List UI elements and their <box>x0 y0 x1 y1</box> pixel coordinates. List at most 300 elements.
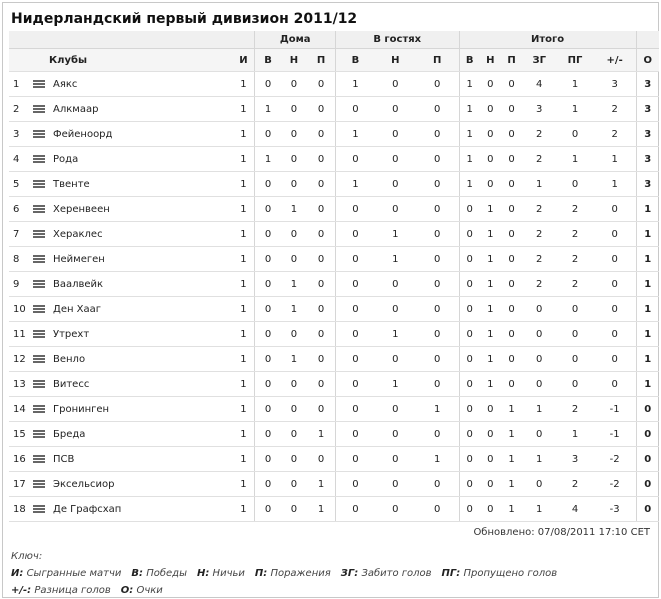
row-ad: 0 <box>375 147 416 172</box>
row-pts: 3 <box>636 172 659 197</box>
row-gd: 0 <box>594 197 636 222</box>
row-gd: 1 <box>594 172 636 197</box>
row-al: 0 <box>416 272 459 297</box>
row-tw: 1 <box>459 172 480 197</box>
row-club[interactable]: Фейеноорд <box>49 122 232 147</box>
row-hw: 0 <box>255 122 281 147</box>
row-gf: 0 <box>522 422 556 447</box>
row-tw: 0 <box>459 397 480 422</box>
legend-text: Сыгранные матчи <box>26 568 122 579</box>
row-td: 0 <box>480 147 501 172</box>
row-aw: 1 <box>335 172 375 197</box>
row-td: 1 <box>480 272 501 297</box>
row-position: 1 <box>9 72 33 97</box>
row-tw: 0 <box>459 197 480 222</box>
row-hl: 0 <box>307 97 335 122</box>
row-ad: 0 <box>375 97 416 122</box>
row-aw: 0 <box>335 247 375 272</box>
row-position: 6 <box>9 197 33 222</box>
table-row <box>9 372 659 397</box>
row-aw: 0 <box>335 472 375 497</box>
row-td: 1 <box>480 222 501 247</box>
row-position: 17 <box>9 472 33 497</box>
row-gd: -1 <box>594 397 636 422</box>
table-row <box>9 347 659 372</box>
header-total-w: В <box>459 49 480 72</box>
row-hl: 0 <box>307 372 335 397</box>
menu-lines-icon[interactable] <box>33 397 49 422</box>
row-position: 18 <box>9 497 33 522</box>
row-gd: 2 <box>594 122 636 147</box>
header-home: Дома <box>255 31 335 49</box>
row-al: 0 <box>416 297 459 322</box>
row-aw: 0 <box>335 497 375 522</box>
header-away-w: В <box>335 49 375 72</box>
standings-panel <box>2 2 659 598</box>
table-row <box>9 222 659 247</box>
row-club[interactable]: Де Графсхап <box>49 497 232 522</box>
row-pts: 0 <box>636 497 659 522</box>
row-gf: 2 <box>522 272 556 297</box>
row-tw: 0 <box>459 322 480 347</box>
row-gd: -3 <box>594 497 636 522</box>
row-ga: 2 <box>556 197 593 222</box>
row-gf: 0 <box>522 347 556 372</box>
row-pts: 1 <box>636 372 659 397</box>
row-club[interactable]: Хераклес <box>49 222 232 247</box>
header-away-l: П <box>416 49 459 72</box>
row-ad: 0 <box>375 497 416 522</box>
row-tl: 0 <box>501 72 522 97</box>
table-row <box>9 147 659 172</box>
row-td: 1 <box>480 322 501 347</box>
header-group-row <box>9 31 659 49</box>
row-td: 1 <box>480 247 501 272</box>
row-ga: 2 <box>556 472 593 497</box>
row-tw: 0 <box>459 297 480 322</box>
row-played: 1 <box>232 472 255 497</box>
row-tw: 0 <box>459 272 480 297</box>
legend-title: Ключ: <box>11 551 43 562</box>
row-club[interactable]: Твенте <box>49 172 232 197</box>
row-played: 1 <box>232 497 255 522</box>
row-played: 1 <box>232 197 255 222</box>
row-played: 1 <box>232 172 255 197</box>
menu-lines-icon[interactable] <box>33 222 49 247</box>
row-td: 0 <box>480 497 501 522</box>
row-ga: 4 <box>556 497 593 522</box>
legend-item <box>121 582 163 599</box>
row-club[interactable]: Утрехт <box>49 322 232 347</box>
row-pts: 1 <box>636 247 659 272</box>
row-played: 1 <box>232 97 255 122</box>
legend <box>11 548 651 599</box>
row-hl: 0 <box>307 297 335 322</box>
row-al: 0 <box>416 372 459 397</box>
row-hl: 0 <box>307 347 335 372</box>
row-position: 10 <box>9 297 33 322</box>
header-total-d: Н <box>480 49 501 72</box>
row-ad: 0 <box>375 297 416 322</box>
row-hl: 0 <box>307 122 335 147</box>
row-aw: 0 <box>335 272 375 297</box>
row-tl: 0 <box>501 372 522 397</box>
header-home-w: В <box>255 49 281 72</box>
row-hw: 1 <box>255 147 281 172</box>
row-ga: 0 <box>556 172 593 197</box>
row-club[interactable]: ПСВ <box>49 447 232 472</box>
row-position: 13 <box>9 372 33 397</box>
row-pts: 1 <box>636 222 659 247</box>
row-ga: 1 <box>556 97 593 122</box>
row-tl: 1 <box>501 422 522 447</box>
row-ga: 1 <box>556 147 593 172</box>
legend-text: Ничьи <box>212 568 245 579</box>
row-club[interactable]: Эксельсиор <box>49 472 232 497</box>
row-al: 1 <box>416 447 459 472</box>
row-tw: 1 <box>459 147 480 172</box>
row-aw: 0 <box>335 147 375 172</box>
row-tl: 1 <box>501 497 522 522</box>
row-hw: 0 <box>255 222 281 247</box>
table-row <box>9 497 659 522</box>
row-tl: 1 <box>501 397 522 422</box>
row-pts: 0 <box>636 422 659 447</box>
row-aw: 0 <box>335 397 375 422</box>
row-al: 0 <box>416 422 459 447</box>
row-hw: 0 <box>255 197 281 222</box>
row-al: 0 <box>416 122 459 147</box>
row-club[interactable]: Венло <box>49 347 232 372</box>
row-hl: 0 <box>307 272 335 297</box>
row-tw: 1 <box>459 97 480 122</box>
row-gf: 3 <box>522 97 556 122</box>
row-hl: 0 <box>307 247 335 272</box>
row-gf: 2 <box>522 197 556 222</box>
row-pts: 1 <box>636 322 659 347</box>
menu-lines-icon[interactable] <box>33 97 49 122</box>
row-tl: 0 <box>501 272 522 297</box>
row-td: 1 <box>480 197 501 222</box>
row-gf: 4 <box>522 72 556 97</box>
row-club[interactable]: Ваалвейк <box>49 272 232 297</box>
legend-key: О: <box>120 585 134 596</box>
table-row <box>9 247 659 272</box>
row-hl: 0 <box>307 72 335 97</box>
row-position: 16 <box>9 447 33 472</box>
row-pts: 0 <box>636 447 659 472</box>
row-aw: 0 <box>335 372 375 397</box>
row-position: 14 <box>9 397 33 422</box>
row-ga: 0 <box>556 347 593 372</box>
legend-text: Победы <box>146 568 187 579</box>
row-position: 3 <box>9 122 33 147</box>
table-row <box>9 272 659 297</box>
menu-lines-icon[interactable] <box>33 447 49 472</box>
row-hd: 0 <box>281 122 308 147</box>
row-gd: 2 <box>594 97 636 122</box>
row-hw: 0 <box>255 472 281 497</box>
menu-lines-icon[interactable] <box>33 422 49 447</box>
row-hl: 0 <box>307 322 335 347</box>
legend-key: В: <box>131 568 144 579</box>
row-gd: 0 <box>594 247 636 272</box>
menu-lines-icon[interactable] <box>33 147 49 172</box>
row-played: 1 <box>232 272 255 297</box>
row-hl: 1 <box>307 422 335 447</box>
row-hd: 0 <box>281 97 308 122</box>
legend-key: +/-: <box>11 585 32 596</box>
row-ga: 2 <box>556 222 593 247</box>
row-hw: 0 <box>255 447 281 472</box>
row-hw: 0 <box>255 272 281 297</box>
menu-lines-icon[interactable] <box>33 247 49 272</box>
header-away: В гостях <box>335 31 459 49</box>
row-hw: 0 <box>255 397 281 422</box>
legend-text: Забито голов <box>361 568 432 579</box>
row-al: 0 <box>416 72 459 97</box>
row-ad: 0 <box>375 197 416 222</box>
row-ga: 0 <box>556 372 593 397</box>
row-hl: 0 <box>307 397 335 422</box>
table-row <box>9 297 659 322</box>
row-hd: 0 <box>281 397 308 422</box>
legend-key: И: <box>11 568 24 579</box>
row-al: 0 <box>416 172 459 197</box>
row-gf: 0 <box>522 372 556 397</box>
legend-key: П: <box>254 568 268 579</box>
table-row <box>9 122 659 147</box>
row-tl: 0 <box>501 147 522 172</box>
row-gf: 0 <box>522 297 556 322</box>
row-al: 0 <box>416 322 459 347</box>
row-tw: 1 <box>459 72 480 97</box>
row-tw: 0 <box>459 347 480 372</box>
row-ga: 0 <box>556 297 593 322</box>
row-ad: 0 <box>375 347 416 372</box>
row-hd: 0 <box>281 372 308 397</box>
updated-timestamp: Обновлено: 07/08/2011 17:10 CET <box>473 527 650 538</box>
row-gd: 0 <box>594 347 636 372</box>
row-gd: -1 <box>594 422 636 447</box>
row-hd: 1 <box>281 272 308 297</box>
row-pts: 3 <box>636 72 659 97</box>
table-row <box>9 172 659 197</box>
row-gd: 0 <box>594 222 636 247</box>
row-al: 0 <box>416 222 459 247</box>
row-ga: 3 <box>556 447 593 472</box>
header-pts-blank <box>636 31 659 49</box>
row-hl: 1 <box>307 497 335 522</box>
menu-lines-icon[interactable] <box>33 272 49 297</box>
row-pts: 1 <box>636 297 659 322</box>
row-gd: 1 <box>594 147 636 172</box>
row-gd: -2 <box>594 447 636 472</box>
header-pts: О <box>636 49 659 72</box>
header-clubs: Клубы <box>9 49 232 72</box>
row-played: 1 <box>232 222 255 247</box>
row-gf: 1 <box>522 447 556 472</box>
legend-item <box>197 565 245 582</box>
row-ga: 1 <box>556 72 593 97</box>
row-played: 1 <box>232 147 255 172</box>
row-tl: 0 <box>501 97 522 122</box>
legend-item <box>341 565 432 582</box>
legend-item <box>11 565 121 582</box>
row-al: 1 <box>416 397 459 422</box>
row-hl: 0 <box>307 197 335 222</box>
row-tw: 0 <box>459 497 480 522</box>
row-hw: 0 <box>255 347 281 372</box>
standings-table <box>9 31 659 522</box>
row-played: 1 <box>232 447 255 472</box>
row-ga: 1 <box>556 422 593 447</box>
row-ad: 1 <box>375 222 416 247</box>
row-club[interactable]: Алкмаар <box>49 97 232 122</box>
row-al: 0 <box>416 147 459 172</box>
row-club[interactable]: Херенвеен <box>49 197 232 222</box>
row-hd: 0 <box>281 72 308 97</box>
row-tl: 0 <box>501 247 522 272</box>
row-hl: 1 <box>307 472 335 497</box>
row-position: 8 <box>9 247 33 272</box>
row-tl: 0 <box>501 122 522 147</box>
menu-lines-icon[interactable] <box>33 72 49 97</box>
row-hw: 0 <box>255 247 281 272</box>
row-ga: 0 <box>556 322 593 347</box>
table-row <box>9 197 659 222</box>
row-club[interactable]: Витесс <box>49 372 232 397</box>
row-td: 0 <box>480 422 501 447</box>
row-td: 0 <box>480 97 501 122</box>
row-ad: 1 <box>375 372 416 397</box>
row-hd: 0 <box>281 147 308 172</box>
row-aw: 0 <box>335 222 375 247</box>
row-aw: 1 <box>335 122 375 147</box>
row-hw: 0 <box>255 422 281 447</box>
header-gd: +/- <box>594 49 636 72</box>
row-al: 0 <box>416 497 459 522</box>
legend-key: Н: <box>196 568 210 579</box>
menu-lines-icon[interactable] <box>33 197 49 222</box>
row-hd: 0 <box>281 222 308 247</box>
header-home-l: П <box>307 49 335 72</box>
row-played: 1 <box>232 322 255 347</box>
row-pts: 1 <box>636 347 659 372</box>
table-row <box>9 422 659 447</box>
row-tw: 0 <box>459 422 480 447</box>
row-club[interactable]: Ден Хааг <box>49 297 232 322</box>
row-td: 0 <box>480 472 501 497</box>
row-gd: 0 <box>594 272 636 297</box>
row-tw: 0 <box>459 372 480 397</box>
row-hw: 0 <box>255 372 281 397</box>
legend-key: ЗГ: <box>340 568 359 579</box>
row-td: 0 <box>480 72 501 97</box>
row-tl: 0 <box>501 347 522 372</box>
legend-item <box>131 565 187 582</box>
header-played: И <box>232 49 255 72</box>
menu-lines-icon[interactable] <box>33 172 49 197</box>
row-ad: 0 <box>375 272 416 297</box>
menu-lines-icon[interactable] <box>33 297 49 322</box>
row-tw: 1 <box>459 122 480 147</box>
row-position: 5 <box>9 172 33 197</box>
row-played: 1 <box>232 422 255 447</box>
row-td: 1 <box>480 347 501 372</box>
row-hd: 1 <box>281 197 308 222</box>
row-ad: 1 <box>375 322 416 347</box>
page-title: Нидерландский первый дивизион 2011/12 <box>11 11 358 27</box>
row-club[interactable]: Рода <box>49 147 232 172</box>
row-pts: 3 <box>636 147 659 172</box>
row-position: 12 <box>9 347 33 372</box>
row-gd: -2 <box>594 472 636 497</box>
row-td: 0 <box>480 122 501 147</box>
row-hl: 0 <box>307 147 335 172</box>
row-td: 0 <box>480 397 501 422</box>
row-tl: 0 <box>501 322 522 347</box>
row-hd: 0 <box>281 322 308 347</box>
menu-lines-icon[interactable] <box>33 122 49 147</box>
row-gf: 2 <box>522 147 556 172</box>
row-hd: 0 <box>281 422 308 447</box>
row-ad: 0 <box>375 72 416 97</box>
row-played: 1 <box>232 72 255 97</box>
menu-lines-icon[interactable] <box>33 347 49 372</box>
row-gf: 1 <box>522 397 556 422</box>
row-tw: 0 <box>459 447 480 472</box>
row-al: 0 <box>416 247 459 272</box>
row-pts: 0 <box>636 397 659 422</box>
row-tl: 0 <box>501 172 522 197</box>
row-td: 1 <box>480 297 501 322</box>
row-ad: 0 <box>375 422 416 447</box>
row-played: 1 <box>232 247 255 272</box>
menu-lines-icon[interactable] <box>33 322 49 347</box>
row-tl: 0 <box>501 222 522 247</box>
row-gd: 0 <box>594 322 636 347</box>
row-club[interactable]: Неймеген <box>49 247 232 272</box>
row-td: 0 <box>480 172 501 197</box>
row-gd: 0 <box>594 297 636 322</box>
row-played: 1 <box>232 397 255 422</box>
table-row <box>9 447 659 472</box>
row-club[interactable]: Аякс <box>49 72 232 97</box>
row-gf: 2 <box>522 122 556 147</box>
row-hd: 0 <box>281 497 308 522</box>
row-aw: 0 <box>335 197 375 222</box>
header-gf: ЗГ <box>522 49 556 72</box>
row-position: 9 <box>9 272 33 297</box>
row-aw: 0 <box>335 447 375 472</box>
row-aw: 0 <box>335 97 375 122</box>
row-gf: 0 <box>522 472 556 497</box>
menu-lines-icon[interactable] <box>33 472 49 497</box>
menu-lines-icon[interactable] <box>33 497 49 522</box>
menu-lines-icon[interactable] <box>33 372 49 397</box>
row-gd: 3 <box>594 72 636 97</box>
row-hw: 0 <box>255 322 281 347</box>
row-club[interactable]: Гронинген <box>49 397 232 422</box>
row-ad: 0 <box>375 122 416 147</box>
row-club[interactable]: Бреда <box>49 422 232 447</box>
legend-items <box>11 565 651 599</box>
row-tl: 1 <box>501 447 522 472</box>
row-hw: 0 <box>255 172 281 197</box>
row-aw: 1 <box>335 72 375 97</box>
row-gf: 1 <box>522 172 556 197</box>
